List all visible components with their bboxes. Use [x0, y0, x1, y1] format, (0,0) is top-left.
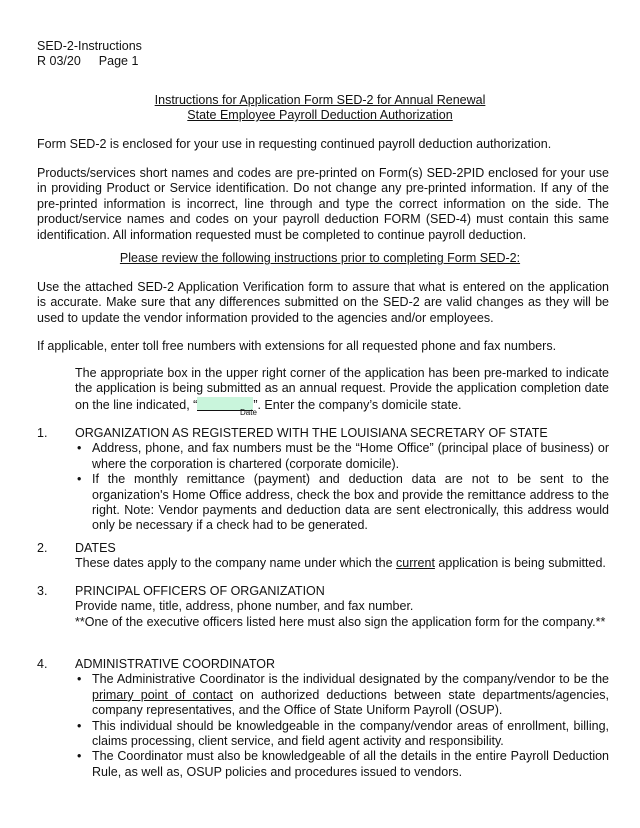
- page-number: Page 1: [98, 54, 139, 68]
- section-2-text-before: These dates apply to the company name under which the: [75, 556, 397, 571]
- section-3-number: 3.: [37, 584, 48, 598]
- section-2-number: 2.: [37, 541, 48, 555]
- bullet-1-text-after: on authorized deductions between state departments/agencies, company representatives, and the Office of State Uniform Payroll (OSUP).: [92, 687, 609, 718]
- section-1-bullets: [75, 441, 609, 533]
- bullet: [75, 672, 609, 718]
- title-line-2: State Employee Payroll Deduction Authorization: [187, 108, 453, 122]
- section-3-heading: PRINCIPAL OFFICERS OF ORGANIZATION: [75, 584, 325, 598]
- bullet: • The Coordinator must also be knowledgeable of all the details in the entire Payroll Deduction Rule, as well as, OSUP policies and procedures issued to vendors.: [75, 749, 609, 780]
- verification-paragraph: Use the attached SED-2 Application Verification form to assure that what is entered on the application is accurate. Make sure that any differences submitted on the SED-2 are valid changes as they will be used to update the vendor information provided to the agencies and/or employees.: [37, 280, 609, 325]
- section-1: [75, 426, 609, 534]
- section-1-number: 1.: [37, 426, 48, 440]
- section-3: [75, 584, 609, 630]
- premark-text-after: ”. Enter the company’s domicile state.: [253, 397, 462, 412]
- section-2-heading: DATES: [75, 541, 116, 555]
- section-1-heading: ORGANIZATION AS REGISTERED WITH THE LOUISIANA SECRETARY OF STATE: [75, 426, 548, 440]
- bullet: • If the monthly remittance (payment) and deduction data are not to be sent to the organization's Home Office address, check the box and provide the remittance address to the right. Note: Vendor payments and deduction data are sent electronically, this address would only be necessary if a check had to be generated.: [75, 472, 609, 534]
- toll-free-paragraph: If applicable, enter toll free numbers with extensions for all requested phone and fax numbers.: [37, 339, 557, 353]
- revision-line: [37, 54, 142, 69]
- section-4: [75, 657, 609, 780]
- form-id: SED-2-Instructions: [37, 39, 142, 53]
- document-title: [0, 93, 640, 123]
- title-line-1: Instructions for Application Form SED-2 for Annual Renewal: [154, 93, 486, 107]
- section-2-text-after: application is being submitted.: [434, 556, 606, 571]
- review-heading: [0, 251, 640, 266]
- section-4-bullets: [75, 672, 609, 780]
- revision: R 03/20: [37, 54, 81, 68]
- current-underlined: current: [396, 556, 435, 571]
- primary-point-of-contact: primary point of contact: [92, 687, 233, 702]
- section-4-number: 4.: [37, 657, 48, 671]
- premark-text-before: The appropriate box in the upper right corner of the application has been pre-marked to indicate the application is being submitted as an annual request. Provide the application completion date on the line indicated, “: [75, 366, 609, 412]
- bullet: • Address, phone, and fax numbers must be the “Home Office” (principal place of business) or where the corporation is chartered (corporate domicile).: [75, 441, 609, 472]
- intro-paragraph-1: Form SED-2 is enclosed for your use in requesting continued payroll deduction authorization.: [37, 137, 552, 151]
- intro-paragraph-2: Products/services short names and codes are pre-printed on Form(s) SED-2PID enclosed for your use in providing Product or Service identification. Do not change any pre-printed information. If any of the pre-printed information is incorrect, line through and type the correct information on the side. The product/service names and codes on your payroll deduction FORM (SED-4) must contain this same identification. All information requested must be completed to continue payroll deduction.: [37, 166, 609, 242]
- section-2-text: [75, 556, 609, 571]
- bullet: • This individual should be knowledgeable in the company/vendor areas of enrollment, billing, claims processing, client service, and field agent activity and responsibility.: [75, 719, 609, 750]
- document-header: [37, 39, 142, 69]
- section-3-line-1: Provide name, title, address, phone number, and fax number.: [75, 599, 414, 614]
- section-4-heading: ADMINISTRATIVE COORDINATOR: [75, 657, 276, 671]
- date-label: Date: [240, 408, 257, 417]
- section-3-line-2: **One of the executive officers listed here must also sign the application form for the company.**: [75, 614, 606, 629]
- bullet-1-text-before: The Administrative Coordinator is the individual designated by the company/vendor to be the: [92, 672, 609, 687]
- premark-paragraph: [75, 366, 609, 413]
- review-heading-text: Please review the following instructions prior to completing Form SED-2:: [119, 251, 521, 265]
- section-2: [75, 541, 609, 572]
